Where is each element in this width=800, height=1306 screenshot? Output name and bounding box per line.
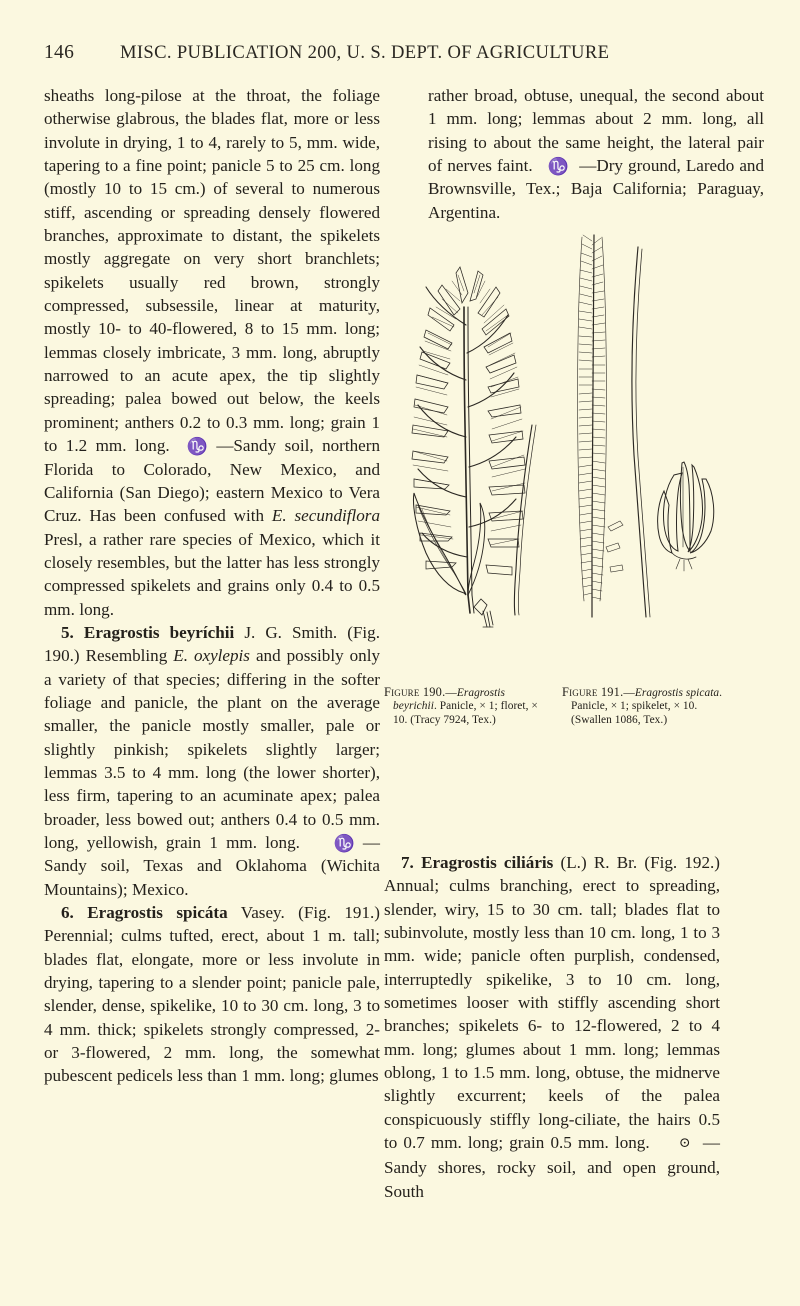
figure-190-label: Figure 190. [384, 685, 446, 699]
spicata-description: rather broad, obtuse, unequal, the second about 1 mm. long; lemmas about 2 mm. long, all rising to about the same height, the lateral pair of nerves faint. [428, 86, 764, 176]
species-7-number: 7. [401, 853, 414, 872]
species-5-reference: E. oxylepis [173, 646, 250, 666]
figure-190-dash: — [445, 687, 457, 699]
figure-190-source: (Tracy 7924, Tex.) [407, 713, 496, 726]
page-number: 146 [44, 42, 75, 63]
figure-plate-block [384, 175, 724, 727]
figures-190-and-191-drawing [384, 175, 724, 680]
annual-symbol-icon: ⊙ [678, 1136, 691, 1152]
species-entry-6 [44, 901, 380, 1088]
figure-190-panicle [412, 267, 536, 627]
species-5-name: Eragrostis beyríchii [83, 622, 235, 642]
figure-191-magnification-a: × 1; [610, 700, 630, 713]
figure-190-caption [384, 686, 546, 727]
species-6-number: 6. [61, 903, 74, 923]
figure-191-caption [562, 686, 724, 727]
perennial-symbol-icon: ♑ [333, 834, 355, 853]
species-5-authority: J. G. Smith. (Fig. 190.) Resembling [44, 622, 380, 666]
perennial-symbol-icon: ♑ [186, 437, 208, 457]
figure-190-magnification-a: × 1; [479, 700, 498, 713]
figure-190-detail-a: . Panicle, [433, 700, 480, 713]
species-entry-5 [44, 621, 380, 901]
species-6-name: Eragrostis spicáta [87, 903, 228, 923]
species-5-range: —Sandy soil, Texas and Oklahoma (Wichita Mountains); Mexico. [44, 833, 380, 899]
figure-191-source: (Swallen 1086, Tex.) [571, 713, 668, 726]
figure-190-species: Eragrostis beyrichii [393, 687, 506, 713]
figure-191-detail-b: spikelet, [629, 700, 674, 713]
figure-191-magnification-b: × 10. [673, 700, 698, 713]
figure-191-dash: — [623, 687, 635, 699]
species-7-range: —Sandy shores, rocky soil, and open ground, South [384, 1133, 720, 1201]
floret-detail-x10 [474, 599, 493, 627]
figure-190-detail-b: floret, [497, 700, 532, 713]
species-6-description: Vasey. (Fig. 191.) Perennial; culms tufted, erect, about 1 m. tall; blades flat, elongate, more or less involute in drying, tapering to a slender point; panicle pale, slender, dense, spikelike, 10 to 30 cm. long, 3 to 4 mm. thick; spikelets strongly compressed, 2- or 3-flowered, 2 mm. long, the somewhat pubescent pedicels less than 1 mm. long; glumes [44, 903, 380, 1086]
spicata-range: —Dry ground, Laredo and Brownsville, Tex.; Baja California; Paraguay, Argentina. [428, 156, 765, 222]
running-head [44, 42, 760, 68]
figure-191-label: Figure 191. [562, 685, 624, 699]
figure-191-detail-a: . Panicle, [571, 687, 723, 713]
left-column [44, 84, 380, 1088]
publication-title: MISC. PUBLICATION 200, U. S. DEPT. OF AGRICULTURE [120, 42, 610, 63]
species-7-description: (L.) R. Br. (Fig. 192.) Annual; culms branching, erect to spreading, slender, wiry, 15 to 30 cm. tall; blades flat to subinvolute, mostly less than 10 cm. long, 1 to 3 mm. wide; panicle often purplish, condensed, interruptedly spikelike, 3 to 10 cm. long, sometimes looser with stiffly ascending short branches; spikelets 6- to 12-flowered, 2 to 4 mm. long; glumes about 1 mm. long; lemmas oblong, 1 to 1.5 mm. long, obtuse, the midnerve slightly excurrent; keels of the palea conspicuously stiffly long-ciliate, the hairs 0.5 to 0.7 mm. long; grain 0.5 mm. long. [384, 853, 720, 1153]
species-entry-7 [384, 851, 720, 1203]
figure-191-spikelike-panicle [578, 235, 714, 617]
paragraph-oxylepis-continued [44, 84, 380, 621]
oxylepis-compared-species: E. secundiflora [271, 506, 380, 526]
species-5-number: 5. [61, 622, 74, 642]
spikelet-detail-x10 [658, 462, 714, 571]
figure-191-species: Eragrostis spicata [634, 687, 720, 699]
figure-captions [384, 686, 724, 727]
perennial-symbol-icon: ♑ [547, 157, 570, 177]
right-column-tail [384, 851, 720, 1203]
species-7-name: Eragrostis ciliáris [421, 853, 554, 872]
oxylepis-range: —Sandy soil, northern Florida to Colorado, New Mexico, and California (San Diego); eastern Mexico to Vera Cruz. Has been confused with [44, 436, 380, 526]
figure-190-magnification-b: × 10. [393, 700, 538, 726]
oxylepis-description: sheaths long-pilose at the throat, the foliage otherwise glabrous, the blades flat, more or less involute in drying, 1 to 4, rarely to 5, mm. wide, tapering to a fine point; panicle 5 to 25 cm. long (mostly 10 to 15 cm.) of several to numerous stiff, ascending or spreading densely flowered branches, approximate to distant, the spikelets mostly aggregate on very short branchlets; spikelets usually red brown, strongly compressed, subsessile, linear at maturity, mostly 10- to 40-flowered, 8 to 15 mm. long; lemmas closely imbricate, 3 mm. long, abruptly narrowed to an acute apex, the tip slightly spreading; palea bowed out below, the keels prominent; anthers 0.2 to 0.3 mm. long; grain 1 to 1.2 mm. long. [44, 86, 380, 456]
species-5-description: and possibly only a variety of that species; differing in the softer foliage and panicle, the plant on the average smaller, the panicle mostly smaller, pale or slightly pinkish; spikelets slightly larger; lemmas 3.5 to 4 mm. long (the lower shorter), less firm, tapering to an acuminate apex; palea broader, less bowed out; anthers 0.4 to 0.5 mm. long, yellowish, grain 1 mm. long. [44, 646, 380, 852]
oxylepis-range-tail: Presl, a rather rare species of Mexico, which it closely resembles, but the latter has less strongly compressed spikelets and grains only 0.4 to 0.5 mm. long. [44, 529, 380, 619]
botanical-illustration-plate [384, 175, 724, 680]
